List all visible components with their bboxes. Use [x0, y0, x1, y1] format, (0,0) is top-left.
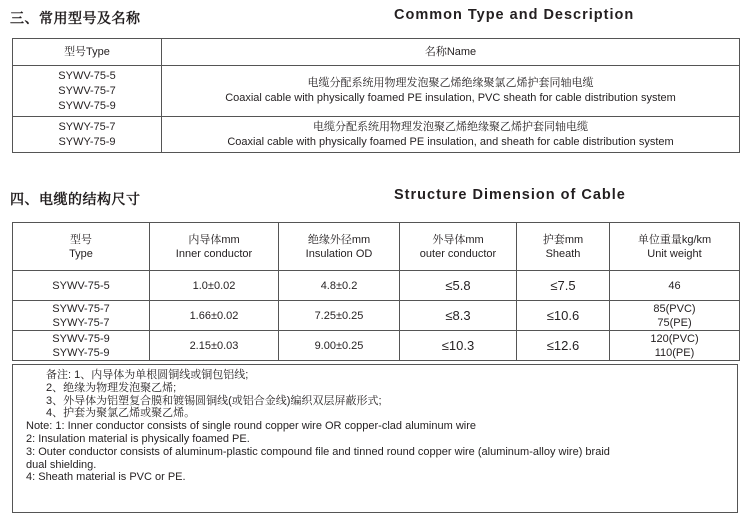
weight-label: 46 [668, 279, 681, 292]
header-cn: 内导体mm [188, 233, 240, 246]
name-cell [162, 66, 740, 117]
header-inner-conductor [150, 223, 279, 271]
header-en: outer conductor [419, 247, 497, 260]
inner-cell: 1.66±0.02 [150, 301, 279, 331]
header-cn: 护套mm [542, 233, 584, 246]
sheath-cell: ≤12.6 [517, 331, 610, 361]
name-cn: 电缆分配系统用物理发泡聚乙烯绝缘聚乙烯护套同轴电缆 [313, 120, 588, 133]
section2-title-cn: 四、电缆的结构尺寸 [10, 191, 141, 207]
note-line: 4: Sheath material is PVC or PE. [26, 471, 186, 484]
type-cell [13, 66, 162, 117]
type-label: SYWV-75-5 [58, 69, 116, 82]
weight-label: 110(PE) [654, 346, 695, 359]
note-line: dual shielding. [26, 458, 97, 471]
common-type-table [12, 38, 740, 153]
table-header-row [13, 39, 740, 66]
header-type [13, 223, 150, 271]
note-line: 2、绝缘为物理发泡聚乙烯; [46, 381, 177, 394]
table-row [13, 331, 740, 361]
section1-title-cn: 三、常用型号及名称 [10, 10, 141, 26]
type-label: SYWV-75-7 [58, 84, 116, 97]
header-cn: 单位重量kg/km [637, 233, 712, 246]
header-sheath [517, 223, 610, 271]
table-header-row [13, 223, 740, 271]
note-line: Note: 1: Inner conductor consists of single round copper wire OR copper-clad aluminum wire [26, 420, 476, 433]
type-cell [13, 331, 150, 361]
name-en: Coaxial cable with physically foamed PE insulation, and sheath for cable distribution system [227, 135, 674, 148]
weight-label: 75(PE) [657, 316, 692, 329]
outer-cell: ≤5.8 [400, 271, 517, 301]
inner-cell: 1.0±0.02 [150, 271, 279, 301]
note-line: 3: Outer conductor consists of aluminum-plastic compound file and tinned round copper wire (aluminum-alloy wire) braid [26, 445, 610, 458]
weight-cell [610, 271, 740, 301]
sheath-cell: ≤7.5 [517, 271, 610, 301]
type-cell [13, 117, 162, 153]
section2-title-en: Structure Dimension of Cable [394, 187, 626, 203]
table-row [13, 66, 740, 117]
name-cell [162, 117, 740, 153]
header-en: Type [69, 247, 93, 260]
type-cell [13, 271, 150, 301]
header-type: 型号Type [13, 39, 162, 66]
type-label: SYWY-75-9 [58, 135, 116, 148]
weight-cell [610, 301, 740, 331]
notes-box [12, 364, 738, 513]
header-cn: 绝缘外径mm [307, 233, 371, 246]
header-cn: 型号 [70, 233, 92, 246]
type-label: SYWV-75-9 [52, 332, 110, 345]
type-label: SYWV-75-9 [58, 99, 116, 112]
type-label: SYWV-75-5 [52, 279, 110, 292]
header-unit-weight [610, 223, 740, 271]
type-label: SYWY-75-7 [58, 120, 116, 133]
header-en: Sheath [545, 247, 581, 260]
inner-cell: 2.15±0.03 [150, 331, 279, 361]
type-label: SYWY-75-9 [52, 346, 110, 359]
note-line: 备注: 1、内导体为单根圆铜线或铜包铝线; [46, 369, 249, 381]
note-line: 4、护套为聚氯乙烯或聚乙烯。 [46, 407, 196, 420]
sheath-cell: ≤10.6 [517, 301, 610, 331]
insulation-cell: 7.25±0.25 [279, 301, 400, 331]
type-label: SYWV-75-7 [52, 302, 110, 315]
note-line: 3、外导体为铝塑复合膜和镀锡圆铜线(或铝合金线)编织双层屏蔽形式; [46, 394, 382, 407]
header-insulation-od [279, 223, 400, 271]
header-en: Inner conductor [175, 247, 253, 260]
weight-cell [610, 331, 740, 361]
type-cell [13, 301, 150, 331]
table-row [13, 117, 740, 153]
weight-label: 85(PVC) [653, 302, 696, 315]
header-name: 名称Name [162, 39, 740, 66]
outer-cell: ≤10.3 [400, 331, 517, 361]
name-en: Coaxial cable with physically foamed PE insulation, PVC sheath for cable distribution system [225, 92, 676, 104]
outer-cell: ≤8.3 [400, 301, 517, 331]
header-en: Unit weight [647, 247, 702, 260]
structure-dimension-table [12, 222, 740, 361]
header-cn: 外导体mm [432, 233, 484, 246]
insulation-cell: 9.00±0.25 [279, 331, 400, 361]
header-outer-conductor [400, 223, 517, 271]
section1-title-en: Common Type and Description [394, 7, 635, 23]
type-label: SYWY-75-7 [52, 316, 110, 329]
weight-label: 120(PVC) [650, 332, 699, 345]
note-line: 2: Insulation material is physically foamed PE. [26, 432, 250, 445]
header-en: Insulation OD [305, 247, 373, 260]
table-row [13, 271, 740, 301]
name-cn: 电缆分配系统用物理发泡聚乙烯绝缘聚氯乙烯护套同轴电缆 [307, 77, 594, 89]
table-row [13, 301, 740, 331]
insulation-cell: 4.8±0.2 [279, 271, 400, 301]
